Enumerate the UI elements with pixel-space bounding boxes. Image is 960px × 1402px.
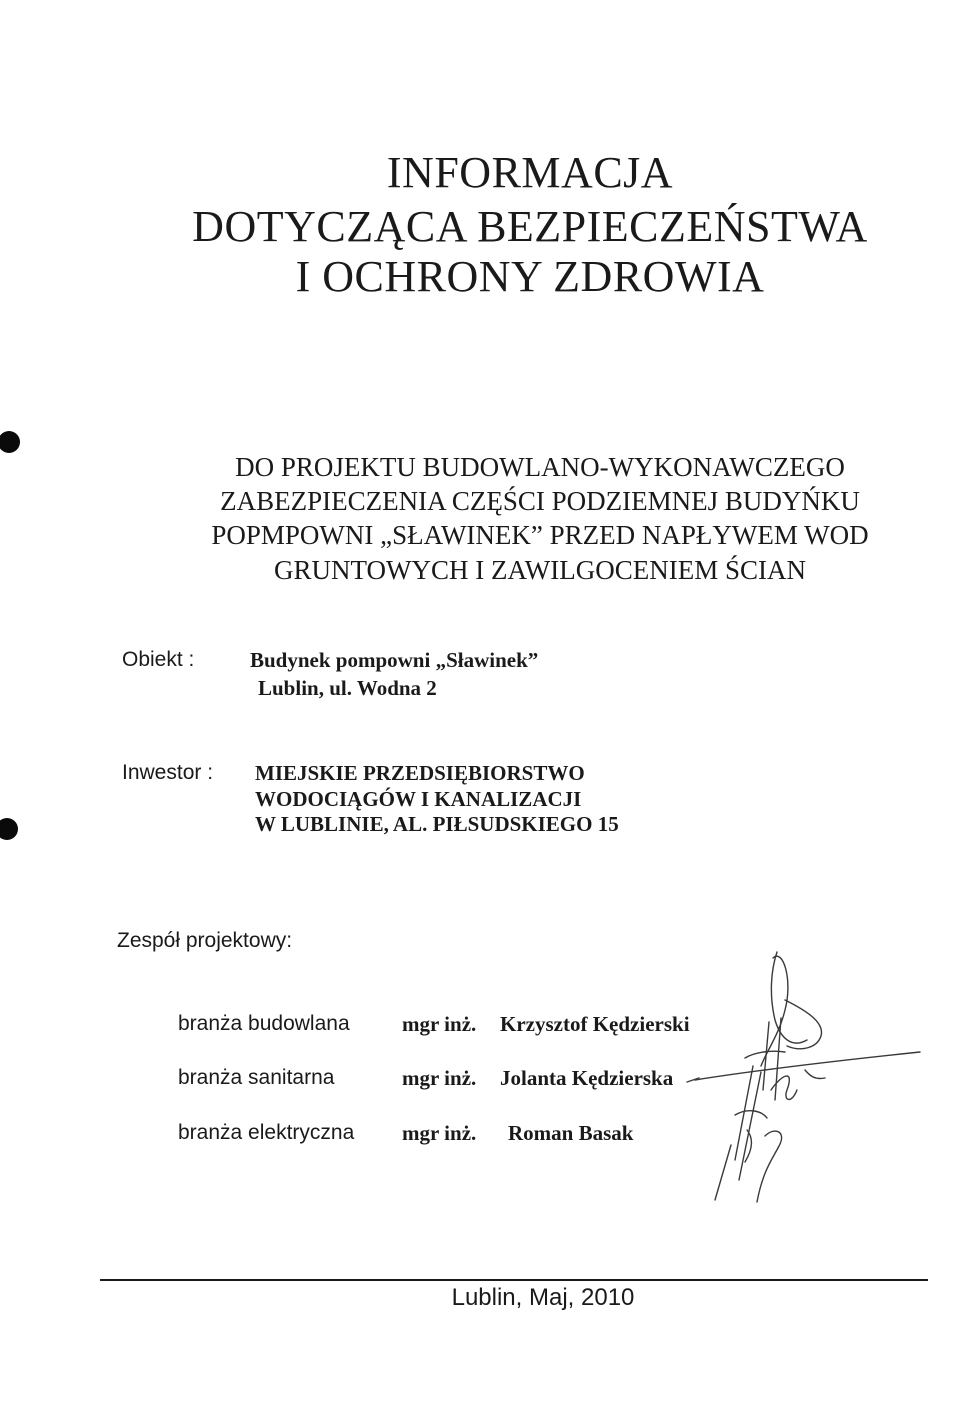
team-title-electrical: mgr inż. <box>402 1121 477 1145</box>
footer-divider <box>100 1279 928 1281</box>
punch-hole-top <box>0 431 20 453</box>
object-address: Lublin, ul. Wodna 2 <box>258 676 437 700</box>
document-title-line-1: INFORMACJA <box>386 148 674 197</box>
project-description-line-2: ZABEZPIECZENIA CZĘŚCI PODZIEMNEJ BUDYŃKU <box>220 486 860 516</box>
object-name: Budynek pompowni „Sławinek” <box>250 648 539 672</box>
team-name-sanitary: Jolanta Kędzierska <box>500 1066 674 1090</box>
investor-line-3: W LUBLINIE, AL. PIŁSUDSKIEGO 15 <box>255 812 619 836</box>
team-title-sanitary: mgr inż. <box>402 1066 477 1090</box>
team-name-construction: Krzysztof Kędzierski <box>500 1012 690 1036</box>
investor-line-2: WODOCIĄGÓW I KANALIZACJI <box>255 787 582 811</box>
document-title-line-3: I OCHRONY ZDROWIA <box>295 252 765 301</box>
team-heading: Zespół projektowy: <box>117 929 293 952</box>
investor-line-1: MIEJSKIE PRZEDSIĘBIORSTWO <box>255 761 585 785</box>
team-role-sanitary: branża sanitarna <box>178 1066 335 1089</box>
project-description-line-3: POPMPOWNI „SŁAWINEK” PRZED NAPŁYWEM WOD <box>211 520 869 550</box>
team-role-construction: branża budowlana <box>178 1012 350 1035</box>
team-role-electrical: branża elektryczna <box>178 1121 355 1144</box>
project-description-line-1: DO PROJEKTU BUDOWLANO-WYKONAWCZEGO <box>235 452 845 482</box>
document-title-line-2: DOTYCZĄCA BEZPIECZEŃSTWA <box>192 202 868 251</box>
object-label: Obiekt : <box>122 648 195 671</box>
team-name-electrical: Roman Basak <box>508 1121 634 1145</box>
team-title-construction: mgr inż. <box>402 1012 477 1036</box>
project-description-line-4: GRUNTOWYCH I ZAWILGOCENIEM ŚCIAN <box>273 555 807 585</box>
punch-hole-bottom <box>0 818 18 840</box>
handwritten-signature <box>675 940 935 1220</box>
place-and-date: Lublin, Maj, 2010 <box>451 1284 635 1311</box>
investor-label: Inwestor : <box>122 761 214 784</box>
